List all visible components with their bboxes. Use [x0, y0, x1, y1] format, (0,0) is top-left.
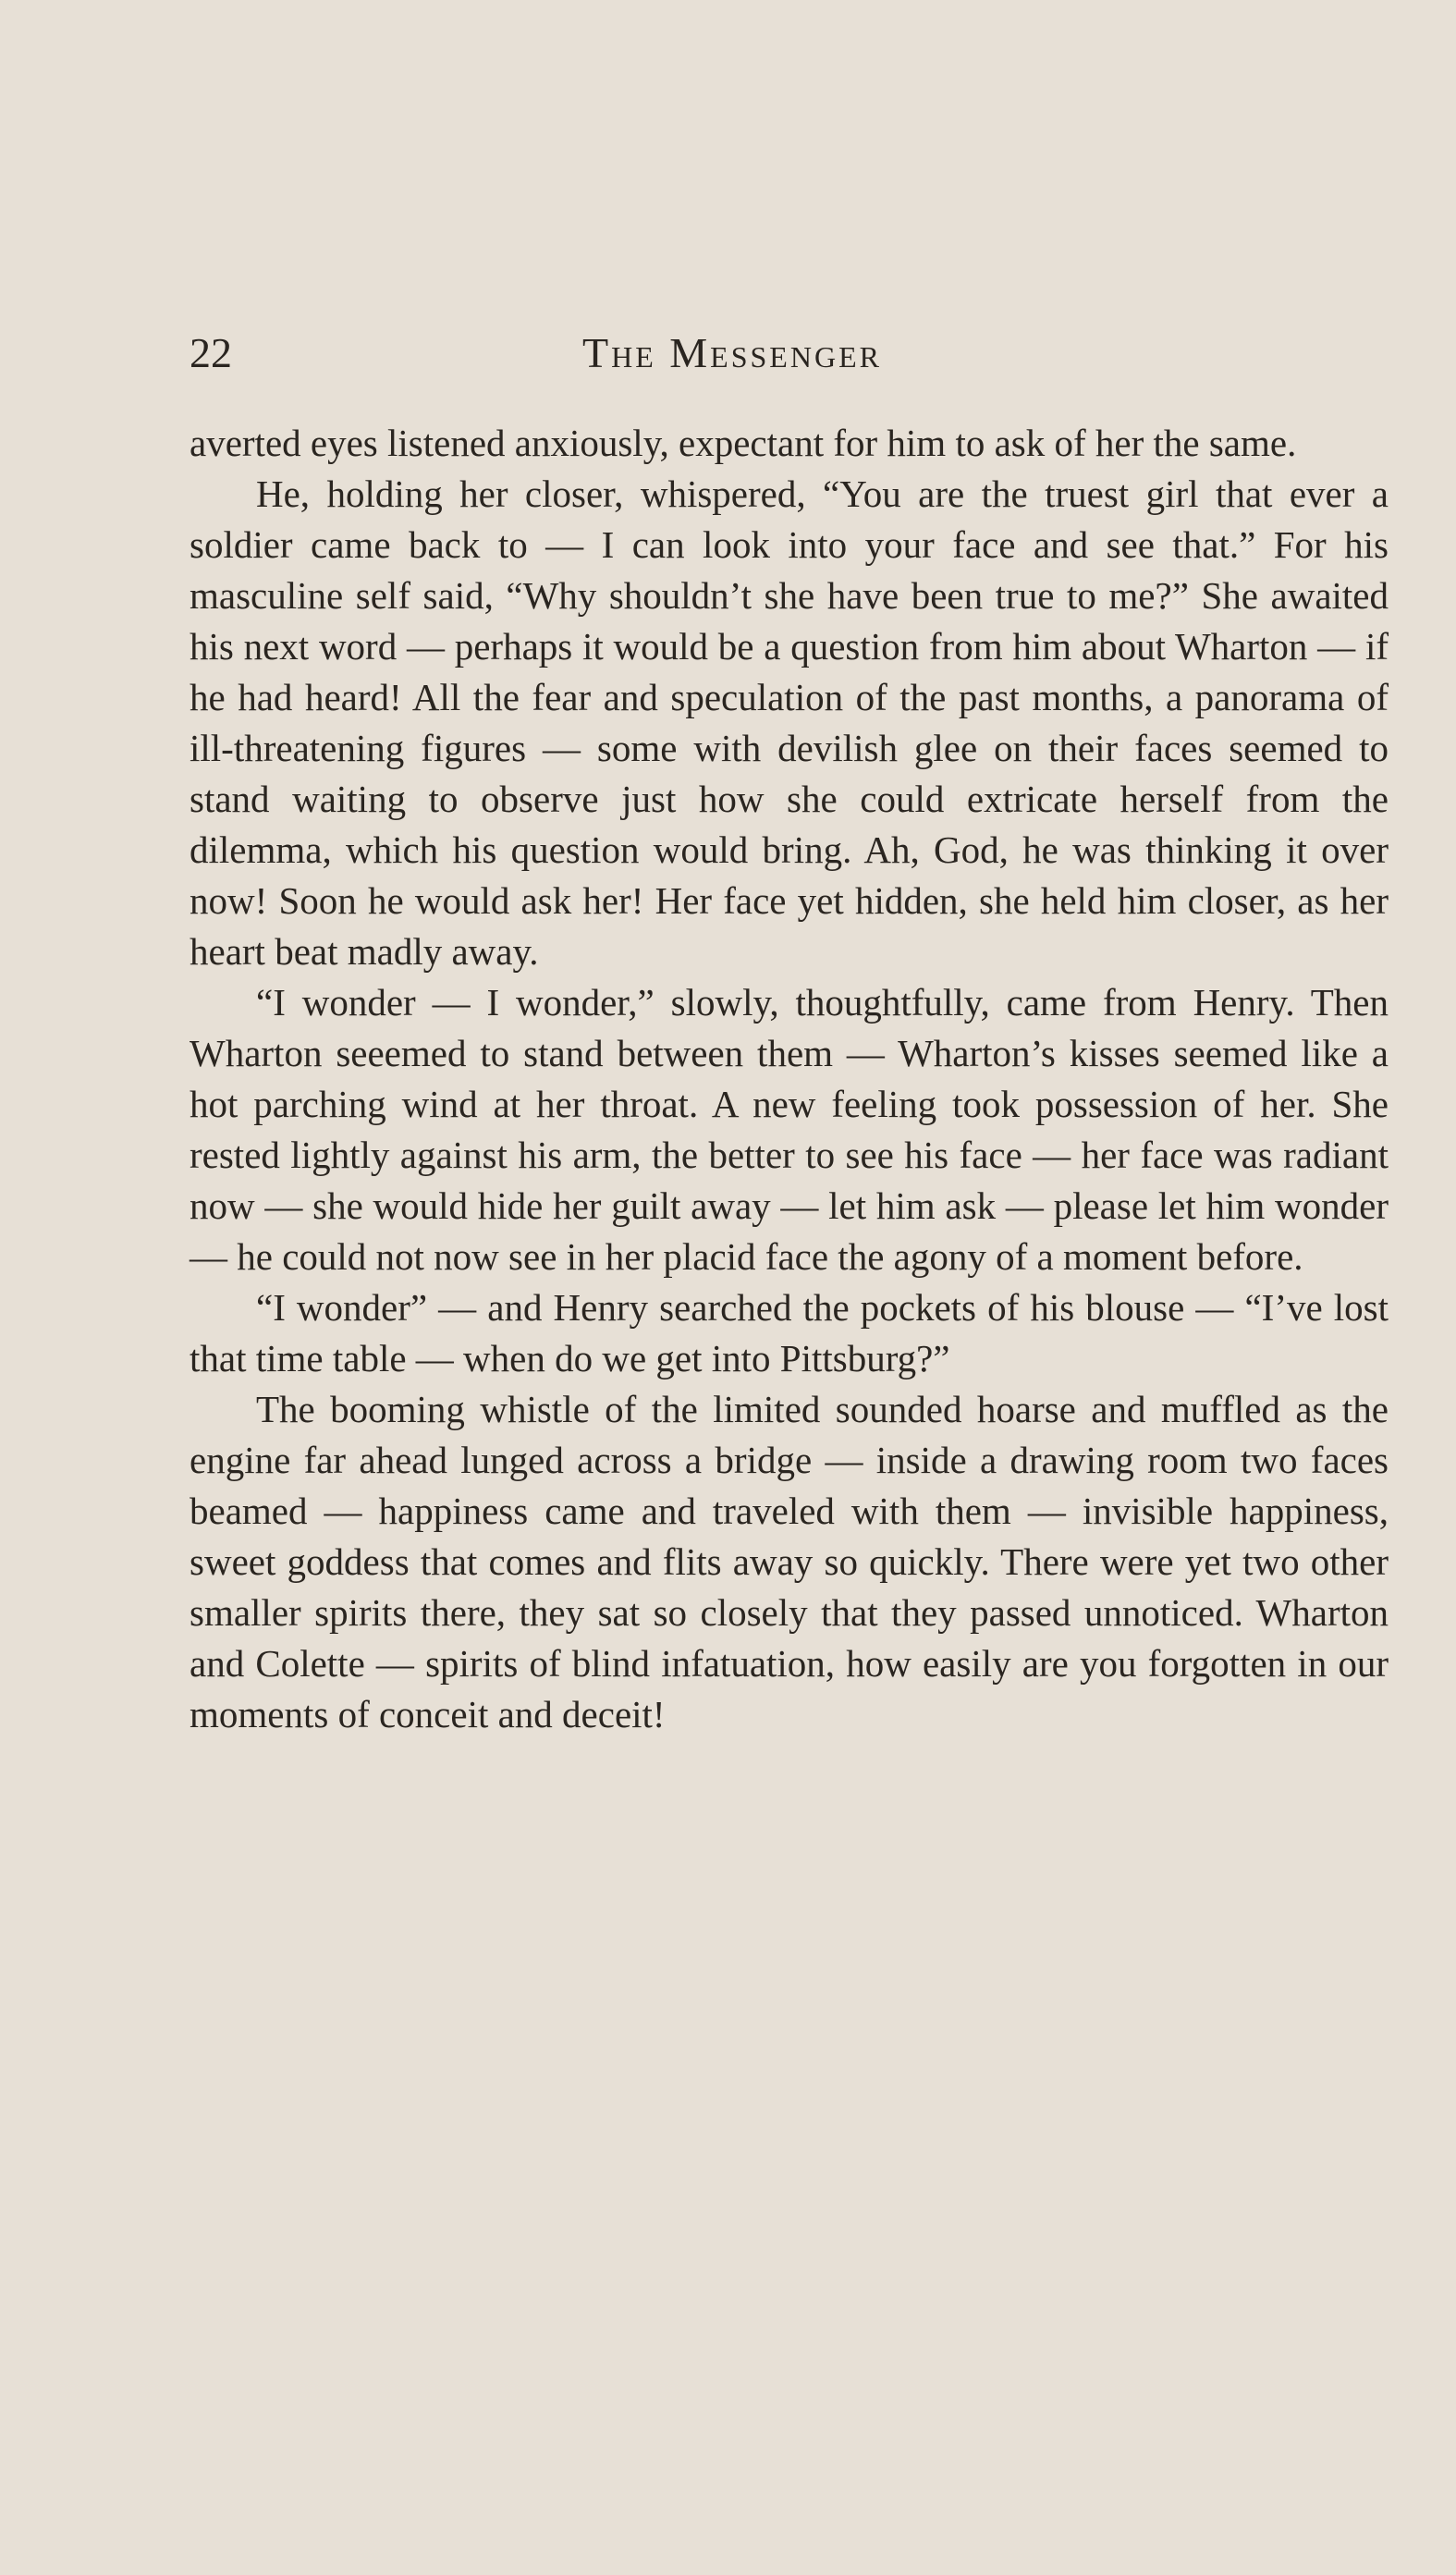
paragraph-3: “I wonder — I wonder,” slowly, thoughtfully, came from Henry. Then Wharton seeemed to stand between them — Wharton’s kisses seemed like a hot parching wind at her throat. A new feeling took possession of her. She rested lightly against his arm, the better to see his face — her face was radiant now — she would hide her guilt away — let him ask — please let him wonder — he could not now see in her placid face the agony of a moment before.	[190, 981, 1389, 1278]
page-number: 22	[190, 329, 232, 376]
paragraph-2: He, holding her closer, whispered, “You are the truest girl that ever a soldier came back to — I can look into your face and see that.” For his masculine self said, “Why shouldn’t she have been true to me?” She awaited his next word — perhaps it would be a question from him about Wharton — if he had heard! All the fear and speculation of the past months, a panorama of ill-threatening figures — some with devilish glee on their faces seemed to stand waiting to observe just how she could extricate herself from the dilemma, which his question would bring. Ah, God, he was thinking it over now! Soon he would ask her! Her face yet hidden, she held him closer, as her heart beat madly away.	[190, 472, 1389, 973]
running-head	[190, 325, 1391, 381]
body-text	[190, 418, 1389, 1740]
book-title: The Messenger	[582, 329, 882, 376]
paragraph-1: averted eyes listened anxiously, expectant for him to ask of her the same.	[190, 422, 1297, 464]
paragraph-4: “I wonder” — and Henry searched the pockets of his blouse — “I’ve lost that time table — when do we get into Pittsburg?”	[190, 1286, 1389, 1379]
paragraph-5: The booming whistle of the limited sounded hoarse and muffled as the engine far ahead lunged across a bridge — inside a drawing room two faces beamed — happiness came and traveled with them — invisible happiness, sweet goddess that comes and flits away so quickly. There were yet two other smaller spirits there, they sat so closely that they passed unnoticed. Wharton and Colette — spirits of blind infatuation, how easily are you forgotten in our moments of conceit and deceit!	[190, 1388, 1389, 1735]
